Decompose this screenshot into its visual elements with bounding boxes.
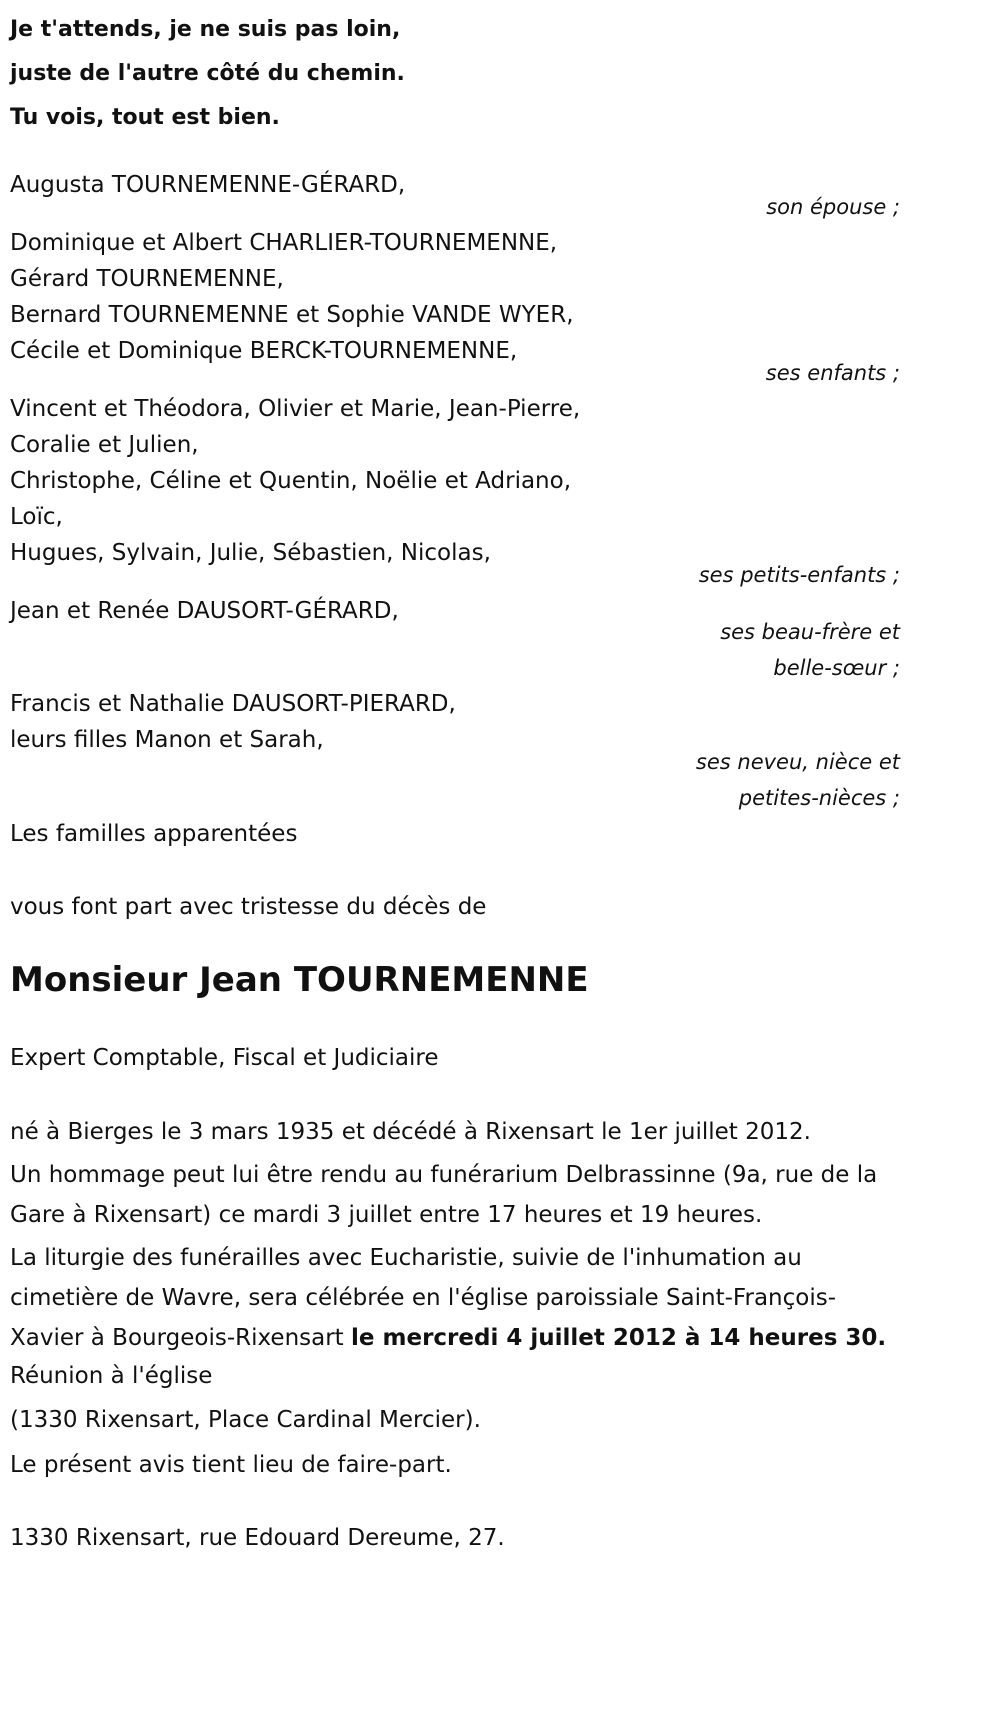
announcement: vous font part avec tristesse du décès de xyxy=(10,894,487,920)
nephew-line: Francis et Nathalie DAUSORT-PIERARD, xyxy=(10,691,456,717)
grandchild-line: Hugues, Sylvain, Julie, Sébastien, Nicolas, xyxy=(10,540,491,566)
spouse-name: Augusta TOURNEMENNE-GÉRARD, xyxy=(10,172,406,198)
liturgy-date: le mercredi 4 juillet 2012 à 14 heures 30. xyxy=(351,1325,887,1351)
child-name: Bernard TOURNEMENNE et Sophie VANDE WYER, xyxy=(10,302,574,328)
address: 1330 Rixensart, rue Edouard Dereume, 27. xyxy=(10,1525,505,1551)
child-name: Cécile et Dominique BERCK-TOURNEMENNE, xyxy=(10,338,518,364)
birth-death: né à Bierges le 3 mars 1935 et décédé à Rixensart le 1er juillet 2012. xyxy=(10,1119,811,1145)
liturgy-info xyxy=(10,1238,900,1358)
grandchild-line: Loïc, xyxy=(10,504,63,530)
related-families: Les familles apparentées xyxy=(10,821,298,847)
nephews-relation: ses neveu, nièce et xyxy=(695,750,900,774)
deceased-name: Monsieur Jean TOURNEMENNE xyxy=(10,960,589,1000)
spouse-relation: son épouse ; xyxy=(766,195,900,219)
obituary-notice xyxy=(10,0,900,1729)
liturgy-text: La liturgie des funérailles avec Eucharistie, suivie de l'inhumation au cimetière de Wavre, sera célébrée en l'église paroissiale Saint-François-Xavier à Bourgeois-Rixensart xyxy=(10,1245,837,1351)
poem-line: Je t'attends, je ne suis pas loin, xyxy=(10,17,401,42)
notice: Le présent avis tient lieu de faire-part. xyxy=(10,1452,452,1478)
child-name: Dominique et Albert CHARLIER-TOURNEMENNE, xyxy=(10,230,558,256)
grandchild-line: Coralie et Julien, xyxy=(10,432,199,458)
poem-line: Tu vois, tout est bien. xyxy=(10,105,280,130)
child-name: Gérard TOURNEMENNE, xyxy=(10,266,284,292)
in-laws-name: Jean et Renée DAUSORT-GÉRARD, xyxy=(10,598,399,624)
in-laws-relation: belle-sœur ; xyxy=(773,656,900,680)
tribute-info: Un hommage peut lui être rendu au funérarium Delbrassinne (9a, rue de la Gare à Rixensart) ce mardi 3 juillet entre 17 heures et 19 heures. xyxy=(10,1162,878,1228)
grandchild-line: Christophe, Céline et Quentin, Noëlie et Adriano, xyxy=(10,468,572,494)
poem-line: juste de l'autre côté du chemin. xyxy=(10,61,405,86)
children-relation: ses enfants ; xyxy=(765,361,900,385)
grandchild-line: Vincent et Théodora, Olivier et Marie, Jean-Pierre, xyxy=(10,396,581,422)
deceased-title: Expert Comptable, Fiscal et Judiciaire xyxy=(10,1045,439,1071)
nephews-relation: petites-nièces ; xyxy=(738,786,900,810)
grandchildren-relation: ses petits-enfants ; xyxy=(698,563,900,587)
meeting-place: (1330 Rixensart, Place Cardinal Mercier). xyxy=(10,1407,481,1433)
nephew-line: leurs filles Manon et Sarah, xyxy=(10,727,324,753)
poem xyxy=(10,8,405,140)
meeting: Réunion à l'église xyxy=(10,1363,213,1389)
in-laws-relation: ses beau-frère et xyxy=(720,620,900,644)
